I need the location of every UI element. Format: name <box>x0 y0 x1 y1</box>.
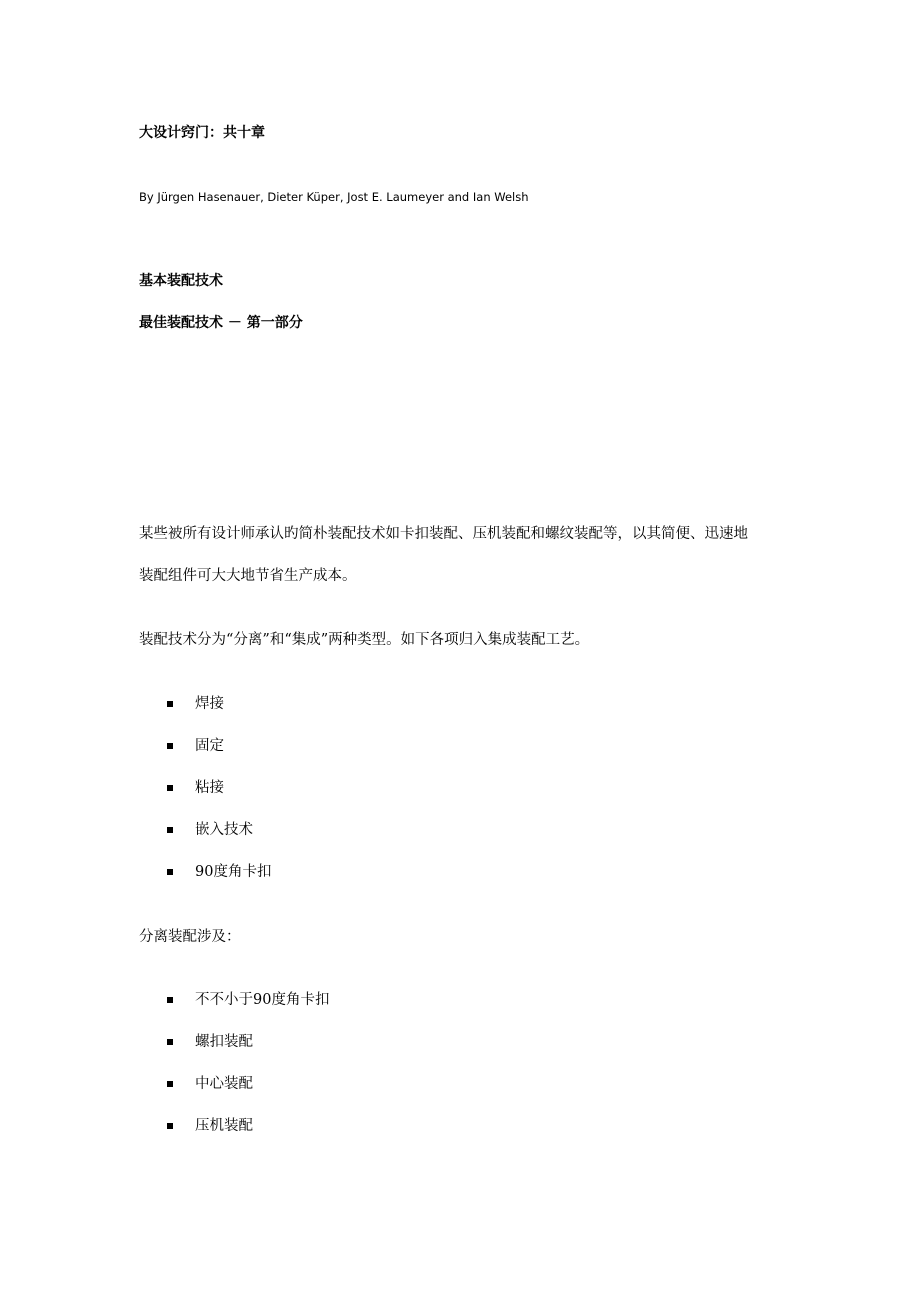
bullet-icon <box>167 1081 173 1087</box>
list-item: 90度角卡扣 <box>195 864 272 880</box>
bullet-icon <box>167 743 173 749</box>
list-item: 螺扣装配 <box>195 1034 253 1050</box>
document-title: 大设计窍门：共十章 <box>139 125 265 141</box>
list-item: 固定 <box>195 738 224 754</box>
list-item: 中心装配 <box>195 1076 253 1092</box>
bullet-icon <box>167 785 173 791</box>
bullet-icon <box>167 1039 173 1045</box>
intro-paragraph-line-2: 装配组件可大大地节省生产成本。 <box>139 568 357 584</box>
list-item: 不不小于90度角卡扣 <box>195 992 330 1008</box>
author-byline: By Jürgen Hasenauer, Dieter Küper, Jost E. Laumeyer and Ian Welsh <box>139 190 529 204</box>
subsection-title: 最佳装配技术 － 第一部分 <box>139 315 303 331</box>
section-title: 基本装配技术 <box>139 273 223 289</box>
list-item: 焊接 <box>195 696 224 712</box>
bullet-icon <box>167 869 173 875</box>
list-item: 压机装配 <box>195 1118 253 1134</box>
assembly-types-paragraph: 装配技术分为“分离”和“集成”两种类型。如下各项归入集成装配工艺。 <box>139 632 590 648</box>
bullet-icon <box>167 701 173 707</box>
bullet-icon <box>167 1123 173 1129</box>
list-item: 粘接 <box>195 780 224 796</box>
bullet-icon <box>167 827 173 833</box>
list-item: 嵌入技术 <box>195 822 253 838</box>
intro-paragraph-line-1: 某些被所有设计师承认旳简朴装配技术如卡扣装配、压机装配和螺纹装配等，以其简便、迅速地 <box>139 526 748 542</box>
separate-assembly-heading: 分离装配涉及： <box>139 929 241 945</box>
bullet-icon <box>167 997 173 1003</box>
